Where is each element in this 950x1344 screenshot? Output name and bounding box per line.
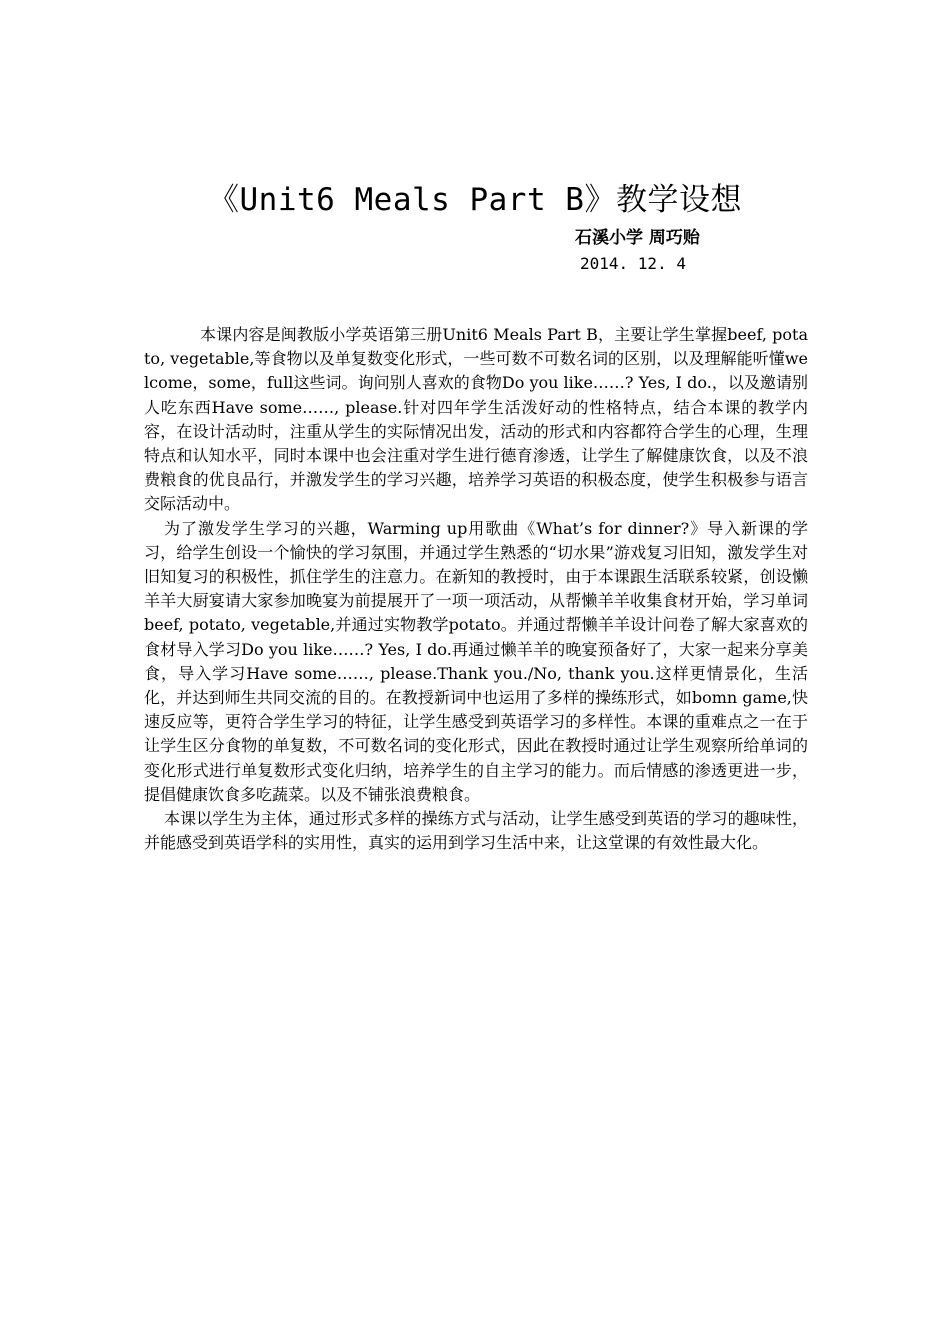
paragraph-2: 为了激发学生学习的兴趣，Warming up用歌曲《What’s for dinner?》导入新课的学习，给学生创设一个愉快的学习氛围，并通过学生熟悉的“切水果”游戏复习旧知，激发学生对旧知复习的积极性，抓住学生的注意力。在新知的教授时，由于本课跟生活联系较紧，创设懒羊羊大厨宴请大家参加晚宴为前提展开了一项一项活动，从帮懒羊羊收集食材开始，学习单词beef, potato, vegetable,并通过实物教学potato。并通过帮懒羊羊设计问卷了解大家喜欢的食材导入学习Do you like……? Yes, I do.再通过懒羊羊的晚宴预备好了，大家一起来分享美食，导入学习Have some……, please.Thank you./No, thank you.这样更情景化，生活化，并达到师生共同交流的目的。在教授新词中也运用了多样的操练形式，如bomn game,快速反应等，更符合学生学习的特征，让学生感受到英语学习的多样性。本课的重难点之一在于让学生区分食物的单复数，不可数名词的变化形式，因此在教授时通过让学生观察所给单词的变化形式进行单复数形式变化归纳，培养学生的自主学习的能力。而后情感的渗透更进一步，提倡健康饮食多吃蔬菜。以及不铺张浪费粮食。	[144, 518, 808, 804]
document-author: 石溪小学 周巧贻	[575, 228, 700, 248]
document-title: 《Unit6 Meals Part B》教学设想	[208, 182, 742, 218]
document-body	[144, 323, 808, 855]
paragraph-1: 本课内容是闽教版小学英语第三册Unit6 Meals Part B，主要让学生掌握beef, potato, vegetable,等食物以及单复数变化形式，一些可数不可数名词的区别，以及理解能听懂welcome，some，full这些词。询问别人喜欢的食物Do you like……? Yes, I do.，以及邀请别人吃东西Have some……, please.针对四年学生活泼好动的性格特点，结合本课的教学内容，在设计活动时，注重从学生的实际情况出发，活动的形式和内容都符合学生的心理，生理特点和认知水平，同时本课中也会注重对学生进行德育渗透，让学生了解健康饮食，以及不浪费粮食的优良品行，并激发学生的学习兴趣，培养学习英语的积极态度，使学生积极参与语言交际活动中。	[144, 325, 808, 514]
paragraph-3: 本课以学生为主体，通过形式多样的操练方式与活动，让学生感受到英语的学习的趣味性，并能感受到英语学科的实用性，真实的运用到学习生活中来，让这堂课的有效性最大化。	[144, 809, 808, 853]
document-date: 2014. 12. 4	[580, 254, 686, 273]
